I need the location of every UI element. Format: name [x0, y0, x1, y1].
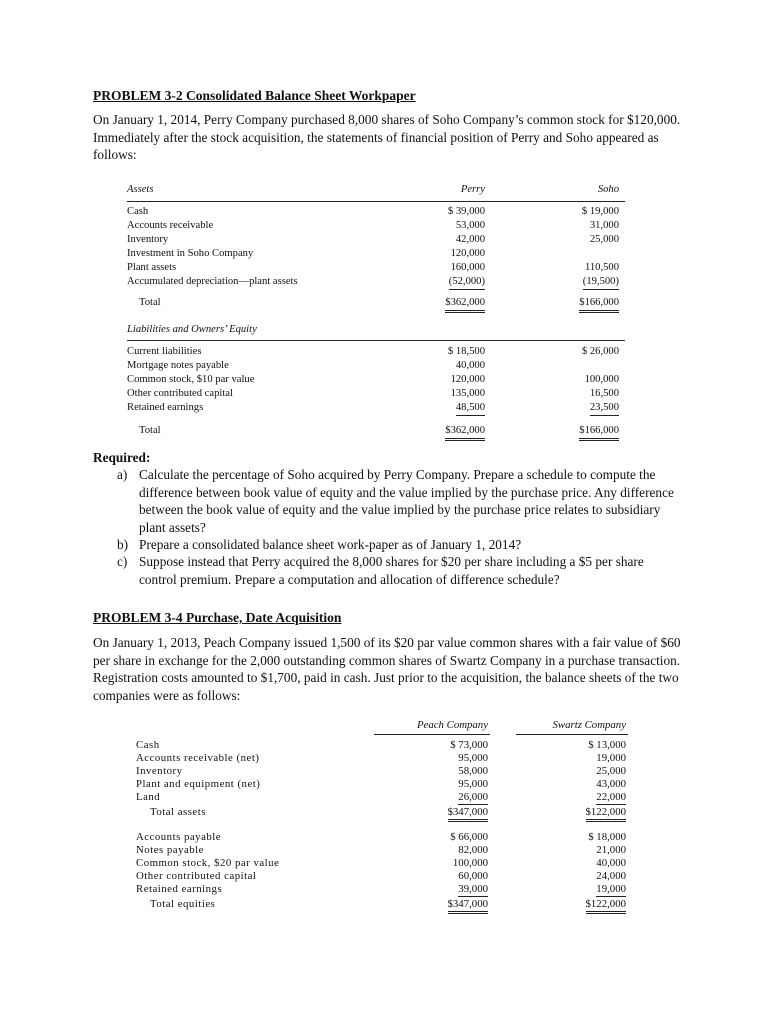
liabilities-header-row	[127, 323, 625, 337]
peach-value: 95,000	[458, 778, 488, 790]
row-label: Mortgage notes payable	[127, 360, 229, 371]
liabilities-divider	[127, 340, 625, 341]
table-row	[127, 401, 625, 415]
liabilities-header: Liabilities and Owners’ Equity	[127, 324, 257, 335]
peach-total: $347,000	[448, 806, 489, 822]
row-label: Cash	[127, 206, 149, 217]
row-label: Other contributed capital	[127, 388, 233, 399]
table-row	[127, 247, 625, 261]
table-row	[136, 883, 628, 896]
row-label: Common stock, $20 par value	[136, 857, 280, 869]
table-header-row	[136, 719, 628, 732]
swartz-value: $ 18,000	[588, 831, 626, 843]
soho-value: $ 19,000	[581, 206, 619, 217]
item-marker: b)	[117, 537, 129, 552]
row-label: Inventory	[136, 765, 183, 777]
row-label: Other contributed capital	[136, 870, 257, 882]
item-text: Suppose instead that Perry acquired the 8,000 shares for $20 per share including a $5 per share control premium. Prepare a computation and allocation of difference schedule?	[139, 554, 644, 587]
row-label: Total	[139, 425, 161, 436]
problem-3-4-intro: On January 1, 2013, Peach Company issued 1,500 of its $20 par value common shares with a fair value of $60 per share in exchange for the 2,000 outstanding common shares of Swartz Company in a purchase transaction. Registration costs amounted to $1,700, paid in cash. Just prior to the acquisition, the balance sheets of the two companies were as follows:	[93, 635, 681, 703]
peach-swartz-balance-sheet	[136, 719, 628, 915]
swartz-total: $122,000	[586, 806, 627, 822]
swartz-value: 25,000	[596, 765, 626, 777]
swartz-column-header: Swartz Company	[552, 719, 626, 731]
table-row	[136, 844, 628, 857]
soho-column-header: Soho	[597, 184, 619, 195]
perry-soho-balance-sheet	[127, 183, 625, 445]
row-label: Retained earnings	[136, 883, 223, 895]
item-text: Calculate the percentage of Soho acquired by Perry Company. Prepare a schedule to compute the difference between book value of equity and the value implied by the purchase price. Any difference between the book value of equity and the value implied by the purchase price relates to subsidiary plant assets?	[139, 467, 674, 535]
row-label: Plant assets	[127, 262, 177, 273]
peach-column-header: Peach Company	[416, 719, 488, 731]
soho-value: 25,000	[589, 234, 619, 245]
problem-3-4-title: PROBLEM 3-4 Purchase, Date Acquisition	[93, 610, 342, 625]
soho-value: 23,500	[590, 401, 619, 416]
soho-value: $ 26,000	[581, 346, 619, 357]
table-row	[136, 831, 628, 844]
swartz-value: 43,000	[596, 778, 626, 790]
swartz-value: 22,000	[596, 791, 626, 803]
table-row	[136, 857, 628, 870]
liabilities-total-row	[136, 898, 628, 911]
problem-3-2-intro: On January 1, 2014, Perry Company purchased 8,000 shares of Soho Company’s common stock for $120,000. Immediately after the stock acquisition, the statements of financial position of Perry and Soho appeared as follows:	[93, 112, 681, 162]
swartz-value: 24,000	[596, 870, 626, 882]
soho-total: $166,000	[579, 424, 619, 441]
assets-total-row	[136, 806, 628, 819]
peach-value: $ 66,000	[450, 831, 488, 843]
table-row	[136, 752, 628, 765]
swartz-value: $ 13,000	[588, 739, 626, 751]
table-row	[127, 261, 625, 275]
soho-total: $166,000	[579, 296, 619, 313]
perry-value: 48,500	[456, 401, 485, 416]
assets-header: Assets	[127, 184, 154, 195]
peach-value: $ 73,000	[450, 739, 488, 751]
table-row	[136, 791, 628, 804]
table-header-row	[127, 183, 625, 197]
perry-value: 42,000	[455, 234, 485, 245]
perry-column-header: Perry	[460, 184, 485, 195]
peach-value: 95,000	[458, 752, 488, 764]
perry-total: $362,000	[445, 424, 485, 441]
liabilities-total-row	[127, 424, 625, 438]
item-marker: a)	[117, 467, 128, 482]
row-label: Accounts payable	[136, 831, 222, 843]
soho-value: 100,000	[584, 374, 619, 385]
swartz-total: $122,000	[586, 898, 627, 914]
peach-value: 100,000	[452, 857, 488, 869]
row-label: Cash	[136, 739, 160, 751]
row-label: Notes payable	[136, 844, 204, 856]
row-label: Accounts receivable	[127, 220, 214, 231]
row-label: Retained earnings	[127, 402, 204, 413]
perry-value: 160,000	[450, 262, 485, 273]
perry-value: 120,000	[450, 374, 485, 385]
peach-value: 26,000	[458, 791, 488, 803]
swartz-value: 21,000	[596, 844, 626, 856]
peach-value: 58,000	[458, 765, 488, 777]
perry-value: 135,000	[450, 388, 485, 399]
table-row	[127, 219, 625, 233]
peach-value: 82,000	[458, 844, 488, 856]
row-label: Accounts receivable (net)	[136, 752, 260, 764]
item-text: Prepare a consolidated balance sheet work-paper as of January 1, 2014?	[139, 537, 522, 552]
problem-3-2-title: PROBLEM 3-2 Consolidated Balance Sheet Workpaper	[93, 88, 416, 103]
perry-value: $ 39,000	[447, 206, 485, 217]
table-row	[136, 870, 628, 883]
assets-total-row	[127, 296, 625, 310]
row-label: Current liabilities	[127, 346, 202, 357]
perry-total: $362,000	[445, 296, 485, 313]
table-row	[127, 205, 625, 219]
perry-value: $ 18,500	[447, 346, 485, 357]
perry-value: 120,000	[450, 248, 485, 259]
swartz-header-rule	[516, 734, 628, 735]
perry-value: 40,000	[455, 360, 485, 371]
row-label: Common stock, $10 par value	[127, 374, 255, 385]
required-label: Required:	[93, 450, 151, 465]
row-label: Land	[136, 791, 161, 803]
table-row	[127, 233, 625, 247]
table-row	[136, 778, 628, 791]
header-divider	[127, 201, 625, 202]
peach-value: 39,000	[458, 883, 488, 895]
swartz-value: 40,000	[596, 857, 626, 869]
perry-value: 53,000	[455, 220, 485, 231]
row-label: Total assets	[150, 806, 206, 818]
row-label: Total equities	[150, 898, 216, 910]
soho-value: (19,500)	[583, 275, 619, 290]
item-marker: c)	[117, 554, 128, 569]
soho-value: 31,000	[589, 220, 619, 231]
row-label: Total	[139, 297, 161, 308]
perry-value: (52,000)	[449, 275, 485, 290]
table-row	[127, 275, 625, 289]
row-label: Inventory	[127, 234, 169, 245]
row-label: Plant and equipment (net)	[136, 778, 261, 790]
peach-total: $347,000	[448, 898, 489, 914]
table-row	[127, 359, 625, 373]
row-label: Accumulated depreciation—plant assets	[127, 276, 298, 287]
swartz-value: 19,000	[596, 883, 626, 895]
row-label: Investment in Soho Company	[127, 248, 254, 259]
swartz-value: 19,000	[596, 752, 626, 764]
table-row	[136, 765, 628, 778]
table-row	[127, 373, 625, 387]
peach-header-rule	[374, 734, 490, 735]
table-row	[127, 387, 625, 401]
soho-value: 110,500	[584, 262, 619, 273]
peach-value: 60,000	[458, 870, 488, 882]
table-row	[136, 739, 628, 752]
soho-value: 16,500	[589, 388, 619, 399]
table-row	[127, 345, 625, 359]
